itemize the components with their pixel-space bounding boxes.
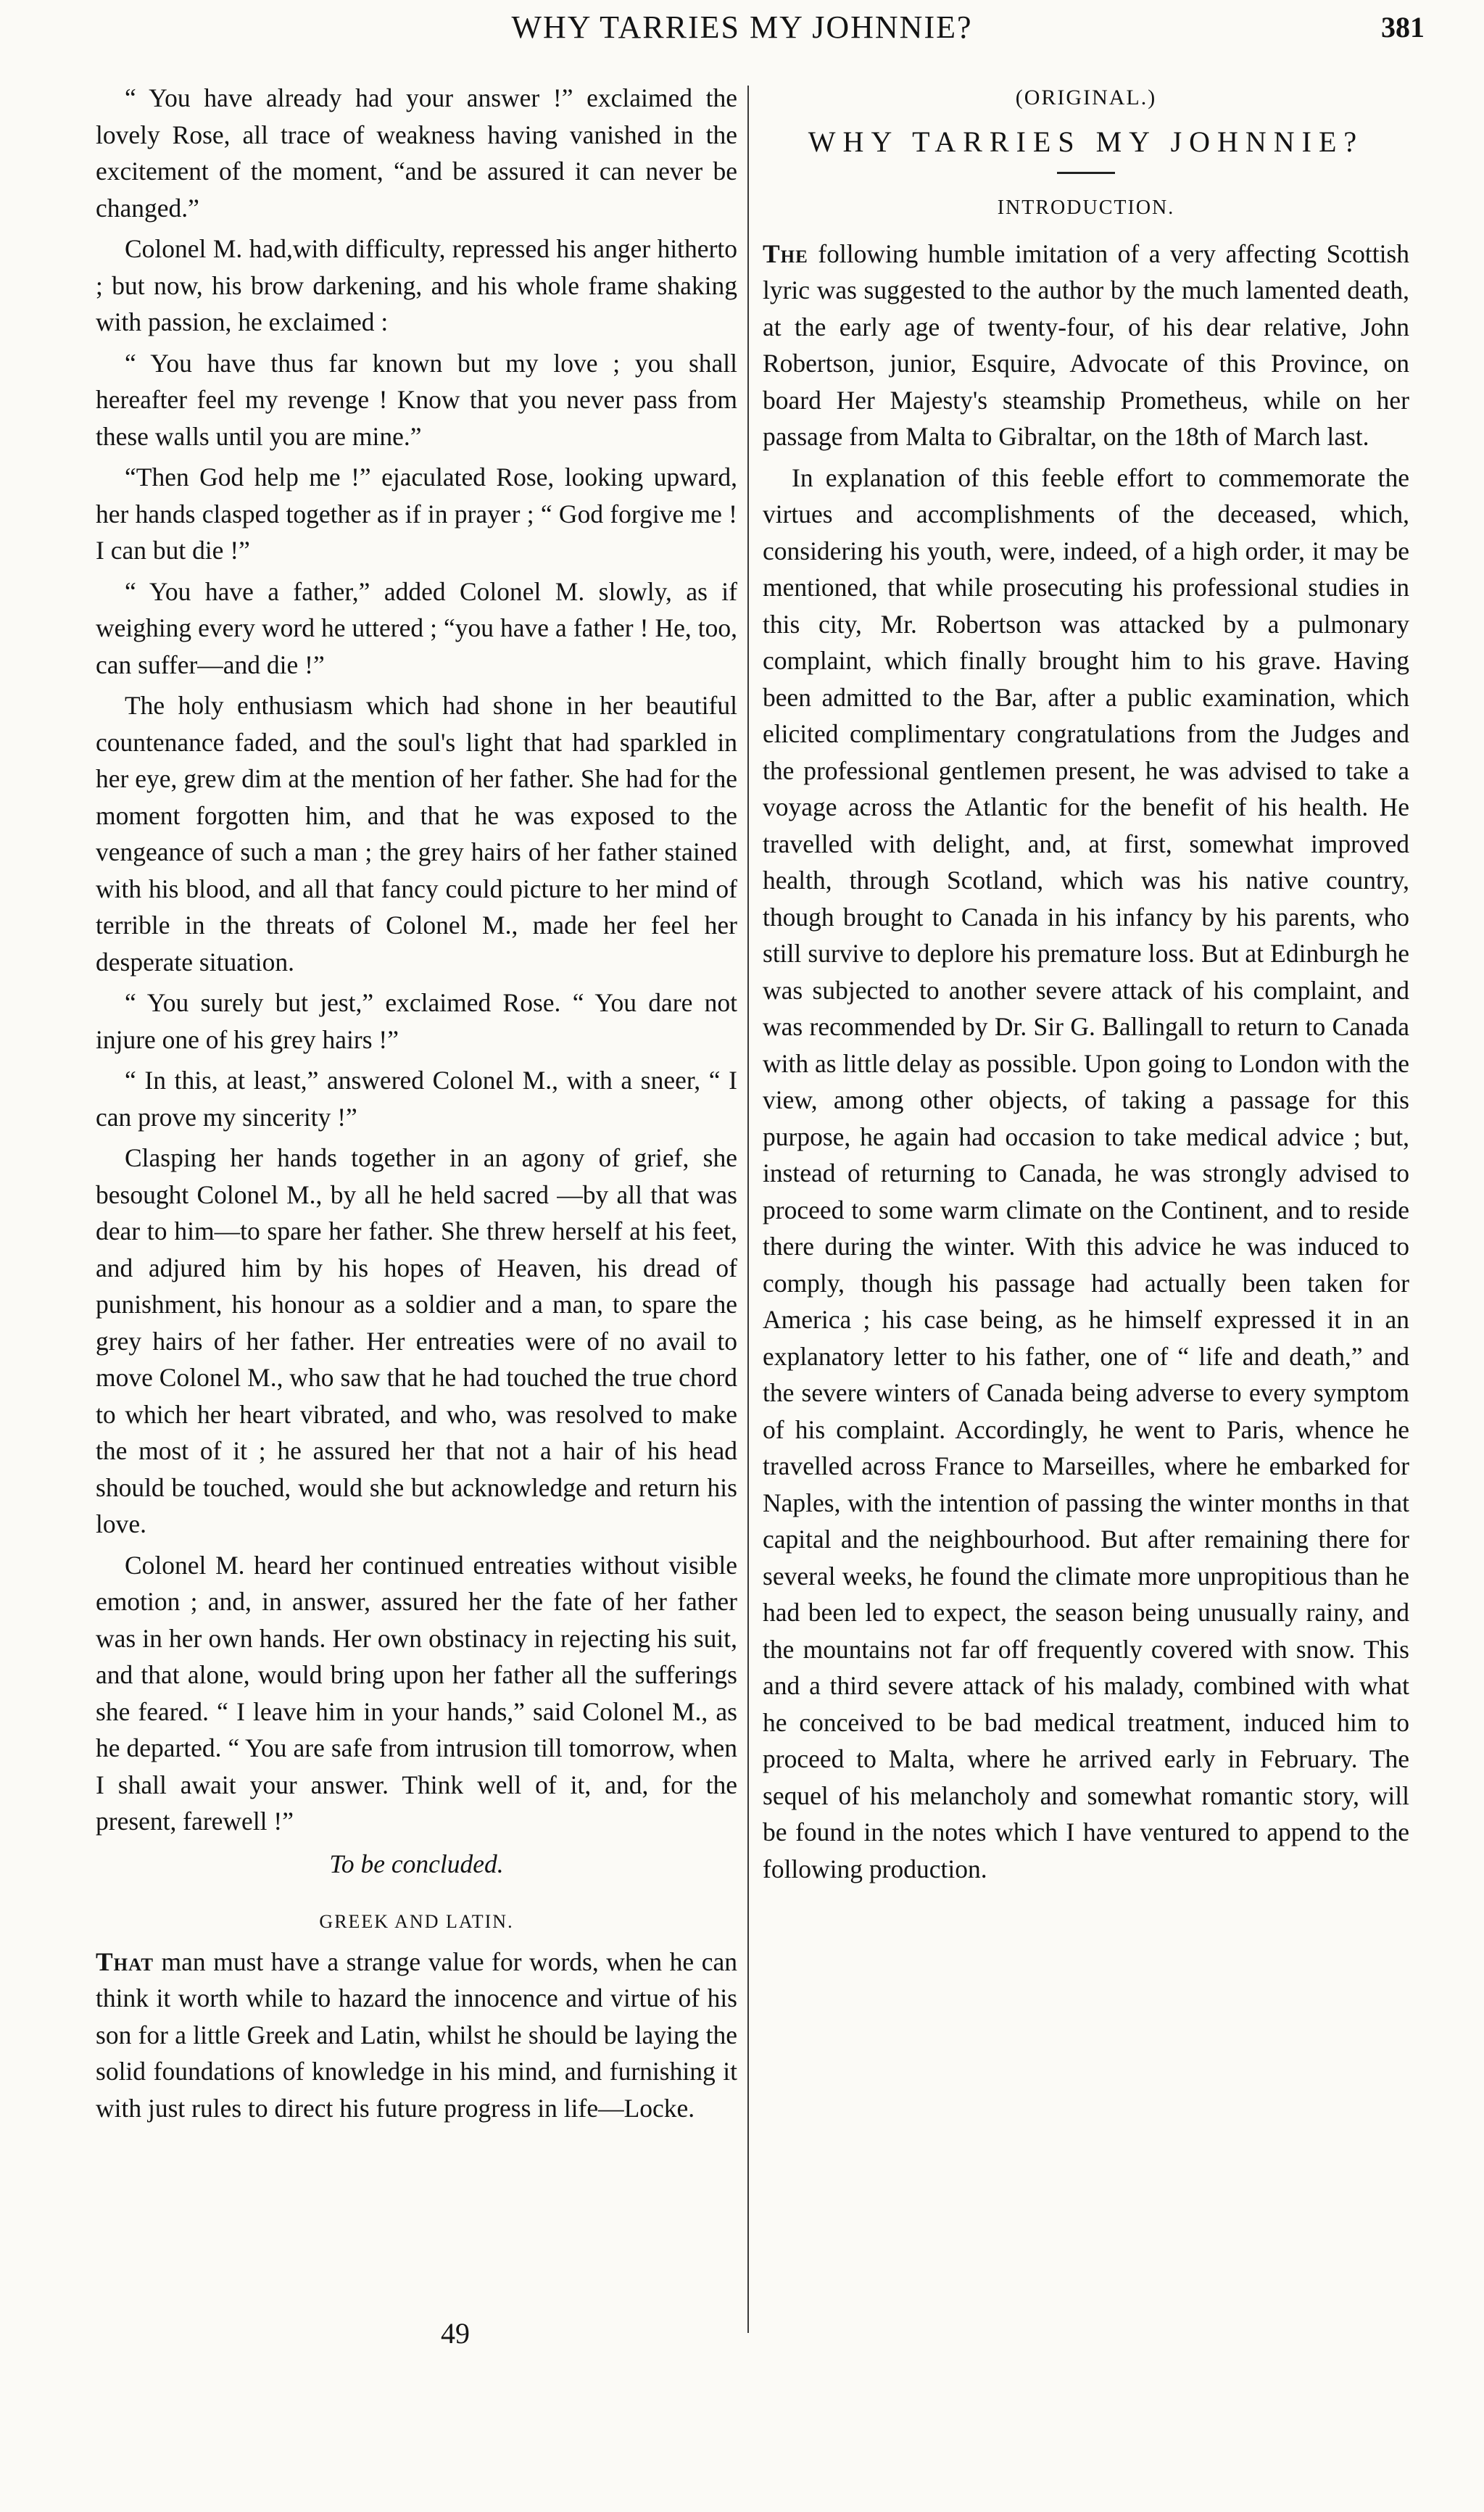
introduction-paragraph [763, 236, 1409, 455]
page-number: 381 [1381, 11, 1425, 43]
greek-latin-text: man must have a strange value for words, when he can think it worth while to hazard the innocence and virtue of his son for a little Greek and Latin, whilst he should be laying the solid foundations of knowledge in his mind, and furnishing it with just rules to direct his future progress in life—Locke. [96, 1947, 737, 2123]
title-rule [1057, 172, 1115, 174]
story-paragraph: Clasping her hands together in an agony of grief, she besought Colonel M., by all he held sacred —by all that was dear to him—to spare her father. She threw herself at his feet, and adjured him by his hopes of Heaven, his dread of punishment, his honour as a soldier and a man, to spare the grey hairs of her father. Her entreaties were of no avail to move Colonel M., who saw that he had touched the true chord to which her heart vibrated, and who, was resolved to make the most of it ; he assured her that not a hair of his head should be touched, would she but acknowledge and return his love. [96, 1143, 737, 1538]
signature-mark: 49 [441, 2317, 470, 2350]
page-header [0, 0, 1484, 58]
story-paragraph: “ You surely but jest,” exclaimed Rose. “ You dare not injure one of his grey hairs !” [96, 988, 737, 1054]
original-label: (ORIGINAL.) [1015, 86, 1157, 109]
story-paragraph: “ You have already had your answer !” exclaimed the lovely Rose, all trace of weakness having vanished in the excitement of the moment, “and be assured it can never be changed.” [96, 83, 737, 223]
explanation-paragraph: In explanation of this feeble effort to commemorate the virtues and accomplishments of the deceased, which, considering his youth, were, indeed, of a high order, it may be mentioned, that while prosecuting his professional studies in this city, Mr. Robertson was attacked by a pulmonary complaint, which finally brought him to his grave. Having been admitted to the Bar, after a public examination, which elicited complimentary congratulations from the Judges and the professional gentlemen present, he was advised to take a voyage across the Atlantic for the benefit of his health. He travelled with delight, and, at first, somewhat improved health, through Scotland, which was his native country, though brought to Canada in his infancy by his parents, who still survive to deplore his premature loss. But at Edinburgh he was subjected to another severe attack of his complaint, and was recommended by Dr. Sir G. Ballingall to return to Canada with as little delay as possible. Upon going to London with the view, among other objects, of taking a passage for this purpose, he again had occasion to take medical advice ; but, instead of returning to Canada, he was strongly advised to proceed to some warm climate on the Continent, and to reside there during the winter. With this advice he was induced to comply, though his passage had actually been taken for America ; his case being, as he himself expressed it in an explanatory letter to his father, one of “ life and death,” and the severe winters of Canada being adverse to every symptom of his complaint. Accordingly, he went to Paris, whence he travelled across France to Marseilles, where he embarked for Naples, with the intention of passing the winter months in that capital and the neighbourhood. But after remaining there for several weeks, he found the climate more unpropitious than he had been led to expect, the season being unusually rainy, and the mountains not far off frequently covered with snow. This and a third severe attack of his malady, combined with what he conceived to be bad medical treatment, induced him to proceed to Malta, where he arrived early in February. The sequel of his melancholy and somewhat romantic story, will be found in the notes which I have ventured to append to the following production. [763, 463, 1409, 1883]
greek-latin-lead: That [96, 1947, 154, 1976]
story-paragraph: Colonel M. had,with difficulty, repressed his anger hitherto ; but now, his brow darkening, and his whole frame shaking with passion, he exclaimed : [96, 234, 737, 336]
section-title-greek-latin: GREEK AND LATIN. [319, 1911, 514, 1932]
greek-latin-paragraph [96, 1944, 737, 2127]
story-paragraph: The holy enthusiasm which had shone in her beautiful countenance faded, and the soul's light that had sparkled in her eye, grew dim at the mention of her father. She had for the moment forgotten him, and that he was exposed to the vengeance of such a man ; the grey hairs of her father stained with his blood, and all that fancy could picture to her mind of terrible in the threats of Colonel M., made her feel her desperate situation. [96, 691, 737, 977]
story-paragraph: “ You have a father,” added Colonel M. slowly, as if weighing every word he uttered ; “you have a father ! He, too, can suffer—and die !” [96, 576, 737, 679]
introduction-text: following humble imitation of a very affecting Scottish lyric was suggested to the author by the much lamented death, at the early age of twenty-four, of his dear relative, John Robertson, junior, Esquire, Advocate of this Province, on board Her Majesty's steamship Prometheus, while on her passage from Malta to Gibraltar, on the 18th of March last. [763, 239, 1409, 451]
article-title: WHY TARRIES MY JOHNNIE? [808, 125, 1364, 158]
right-column [763, 80, 1409, 1891]
left-column [96, 80, 737, 2131]
story-paragraph: “ In this, at least,” answered Colonel M., with a sneer, “ I can prove my sincerity !” [96, 1066, 737, 1132]
running-title: WHY TARRIES MY JOHNNIE? [511, 9, 973, 45]
to-be-concluded: To be concluded. [329, 1849, 504, 1878]
introduction-lead: The [763, 239, 808, 268]
column-divider [747, 86, 749, 2333]
story-paragraph: “Then God help me !” ejaculated Rose, looking upward, her hands clasped together as if in prayer ; “ God forgive me ! I can but die !” [96, 463, 737, 565]
story-paragraph: “ You have thus far known but my love ; you shall hereafter feel my revenge ! Know that you never pass from these walls until you are mine.” [96, 348, 737, 451]
introduction-heading: INTRODUCTION. [997, 196, 1175, 219]
story-paragraph: Colonel M. heard her continued entreaties without visible emotion ; and, in answer, assured her the fate of her father was in her own hands. Her own obstinacy in rejecting his suit, and that alone, would bring upon her father all the sufferings she feared. “ I leave him in your hands,” said Colonel M., as he departed. “ You are safe from intrusion till tomorrow, when I shall await your answer. Think well of it, and, for the present, farewell !” [96, 1550, 737, 1836]
